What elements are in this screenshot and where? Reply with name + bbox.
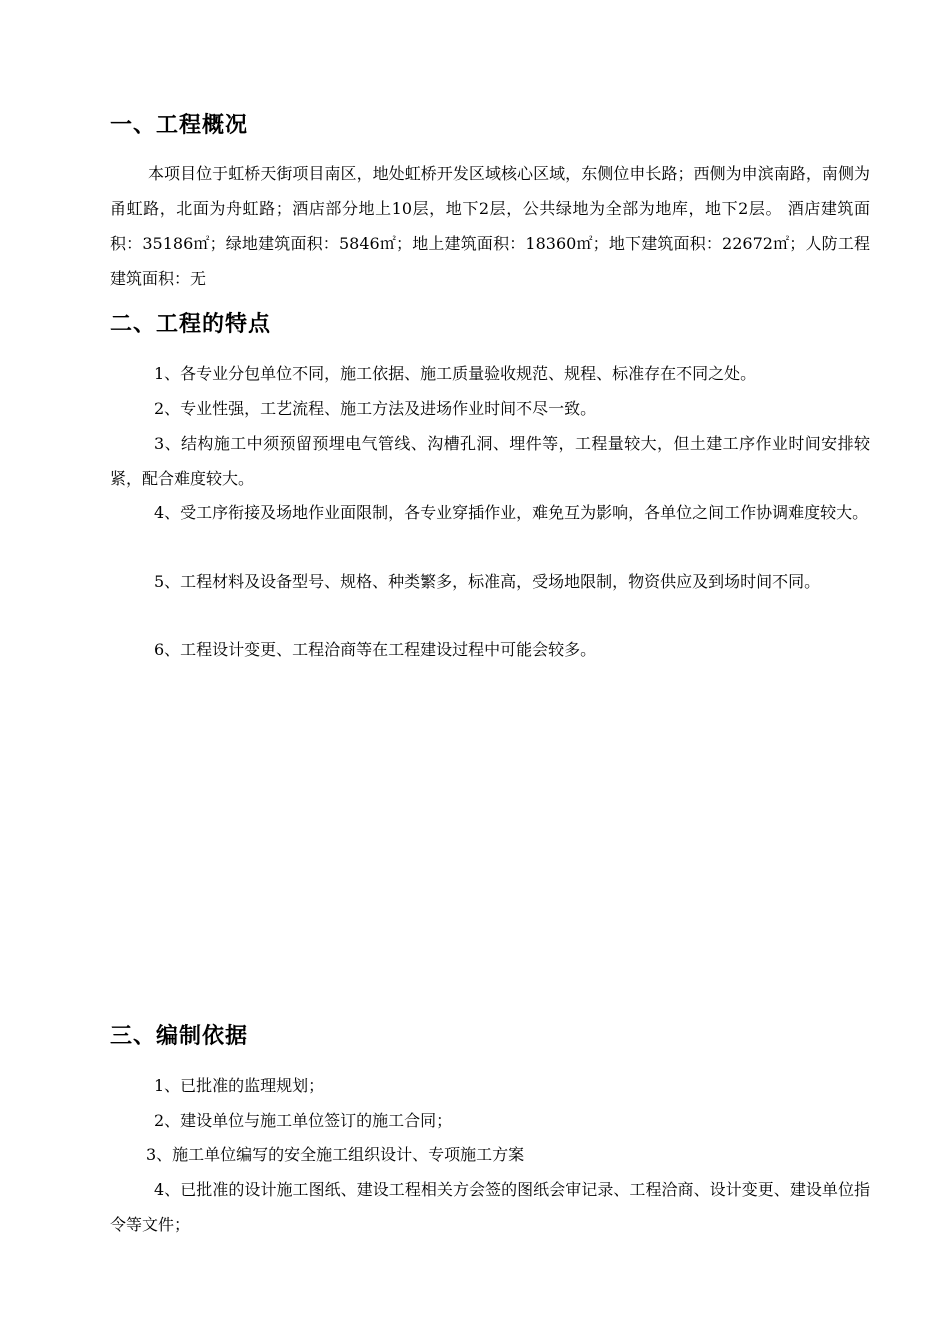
feature-item-5: 5、工程材料及设备型号、规格、种类繁多，标准高，受场地限制，物资供应及到场时间不同。 — [154, 572, 821, 591]
section-heading-overview: 一、工程概况 — [110, 113, 249, 138]
section-heading-features: 二、工程的特点 — [110, 312, 272, 337]
feature-item-6: 6、工程设计变更、工程洽商等在工程建设过程中可能会较多。 — [154, 640, 597, 659]
basis-item-2: 2、建设单位与施工单位签订的施工合同； — [154, 1111, 453, 1130]
feature-item-2: 2、专业性强，工艺流程、施工方法及进场作业时间不尽一致。 — [154, 399, 597, 418]
section-heading-basis: 三、编制依据 — [110, 1024, 249, 1049]
feature-item-3: 3、结构施工中须预留预埋电气管线、沟槽孔洞、埋件等，工程量较大，但土建工序作业时间安排较紧，配合难度较大。 — [110, 434, 870, 488]
overview-paragraph: 本项目位于虹桥天街项目南区，地处虹桥开发区域核心区域，东侧位申长路；西侧为申滨南路，南侧为甬虹路，北面为舟虹路；酒店部分地上10层，地下2层，公共绿地为全部为地库，地下2层。 酒店建筑面积：35186㎡；绿地建筑面积：5846㎡；地上建筑面积：18360㎡；地下建筑面积：22672㎡；人防工程建筑面积：无 — [110, 164, 870, 288]
basis-item-1: 1、已批准的监理规划； — [154, 1076, 325, 1095]
feature-item-1: 1、各专业分包单位不同，施工依据、施工质量验收规范、规程、标准存在不同之处。 — [154, 364, 757, 383]
feature-item-4: 4、受工序衔接及场地作业面限制，各专业穿插作业，难免互为影响，各单位之间工作协调难度较大。 — [154, 503, 869, 522]
basis-item-3: 3、施工单位编写的安全施工组织设计、专项施工方案 — [146, 1145, 525, 1164]
basis-item-4: 4、已批准的设计施工图纸、建设工程相关方会签的图纸会审记录、工程洽商、设计变更、建设单位指令等文件； — [110, 1180, 870, 1234]
